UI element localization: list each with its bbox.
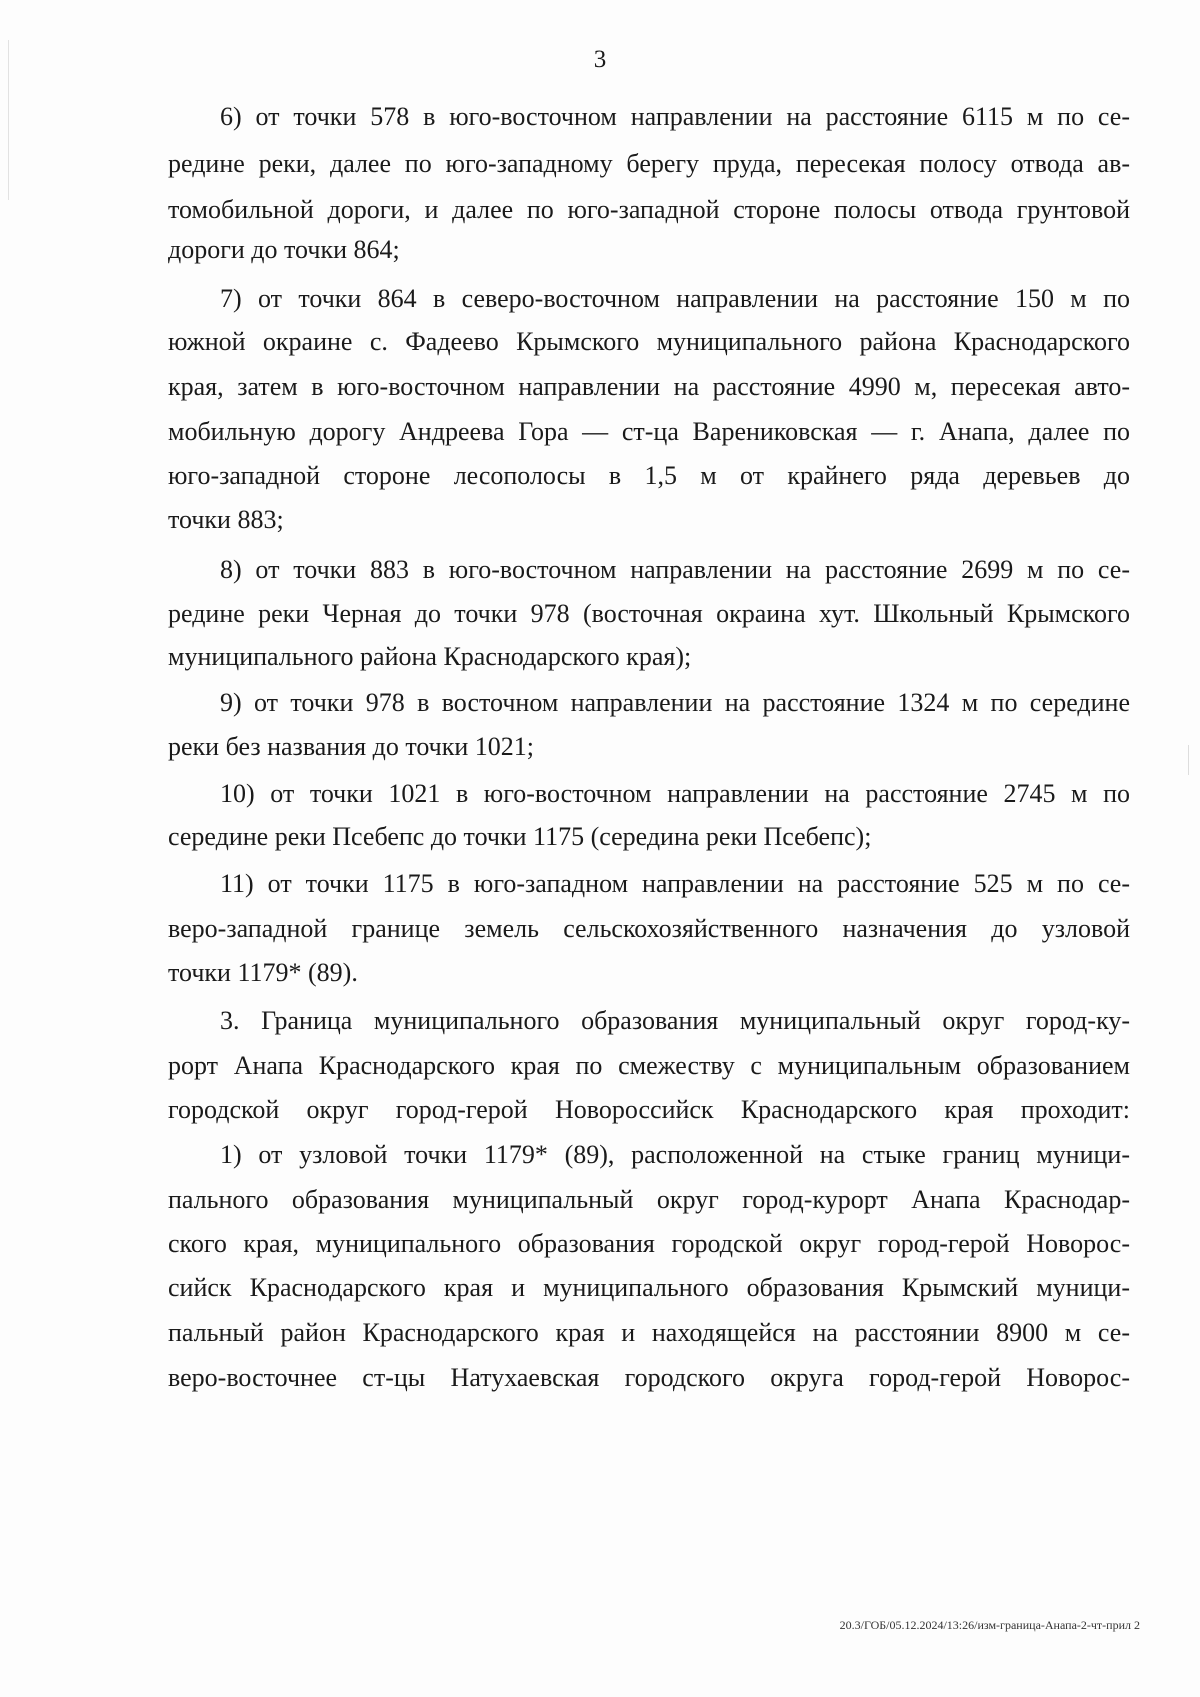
scan-artifact — [1188, 745, 1189, 775]
text-line: рорт Анапа Краснодарского края по смежеству с муниципальным образованием — [168, 1051, 1130, 1080]
text-line: дороги до точки 864; — [168, 235, 400, 264]
text-line: 3. Граница муниципального образования муниципальный округ город-ку- — [220, 1006, 1130, 1035]
text-line: 10) от точки 1021 в юго-восточном направлении на расстояние 2745 м по — [220, 779, 1130, 808]
text-line: середине реки Псебепс до точки 1175 (середина реки Псебепс); — [168, 822, 872, 851]
page-number: 3 — [593, 46, 607, 73]
text-line: 1) от узловой точки 1179* (89), расположенной на стыке границ муници- — [220, 1140, 1130, 1169]
text-line: веро-восточнее ст-цы Натухаевская городского округа город-герой Новорос- — [168, 1363, 1130, 1392]
text-line: ского края, муниципального образования городской округ город-герой Новорос- — [168, 1229, 1130, 1258]
text-line: 6) от точки 578 в юго-восточном направлении на расстояние 6115 м по се- — [220, 102, 1130, 131]
text-line: пальный район Краснодарского края и находящейся на расстоянии 8900 м се- — [168, 1318, 1130, 1347]
text-line: редине реки Черная до точки 978 (восточная окраина хут. Школьный Крымского — [168, 599, 1130, 628]
text-line: муниципального района Краснодарского края); — [168, 642, 692, 671]
text-line: 7) от точки 864 в северо-восточном направлении на расстояние 150 м по — [220, 284, 1130, 313]
text-line: редине реки, далее по юго-западному берегу пруда, пересекая полосу отвода ав- — [168, 149, 1130, 178]
text-line: пального образования муниципальный округ город-курорт Анапа Краснодар- — [168, 1185, 1130, 1214]
text-line: томобильной дороги, и далее по юго-западной стороне полосы отвода грунтовой — [168, 195, 1130, 224]
document-footer-code: 20.3/ГОБ/05.12.2024/13:26/изм-граница-Анапа-2-чт-прил 2 — [839, 1618, 1140, 1632]
text-line: края, затем в юго-восточном направлении на расстояние 4990 м, пересекая авто- — [168, 372, 1130, 401]
text-line: точки 1179* (89). — [168, 958, 358, 987]
text-line: мобильную дорогу Андреева Гора — ст-ца Варениковская — г. Анапа, далее по — [168, 417, 1130, 446]
text-line: сийск Краснодарского края и муниципального образования Крымский муници- — [168, 1273, 1130, 1302]
text-line: точки 883; — [168, 505, 284, 534]
text-line: городской округ город-герой Новороссийск Краснодарского края проходит: — [168, 1095, 1130, 1124]
text-line: 9) от точки 978 в восточном направлении на расстояние 1324 м по середине — [220, 688, 1130, 717]
text-line: южной окраине с. Фадеево Крымского муниципального района Краснодарского — [168, 327, 1130, 356]
text-line: юго-западной стороне лесополосы в 1,5 м от крайнего ряда деревьев до — [168, 461, 1130, 490]
text-line: реки без названия до точки 1021; — [168, 732, 535, 761]
scan-artifact — [8, 40, 9, 200]
text-line: веро-западной границе земель сельскохозяйственного назначения до узловой — [168, 914, 1130, 943]
text-line: 8) от точки 883 в юго-восточном направлении на расстояние 2699 м по се- — [220, 555, 1130, 584]
text-line: 11) от точки 1175 в юго-западном направлении на расстояние 525 м по се- — [220, 869, 1130, 898]
